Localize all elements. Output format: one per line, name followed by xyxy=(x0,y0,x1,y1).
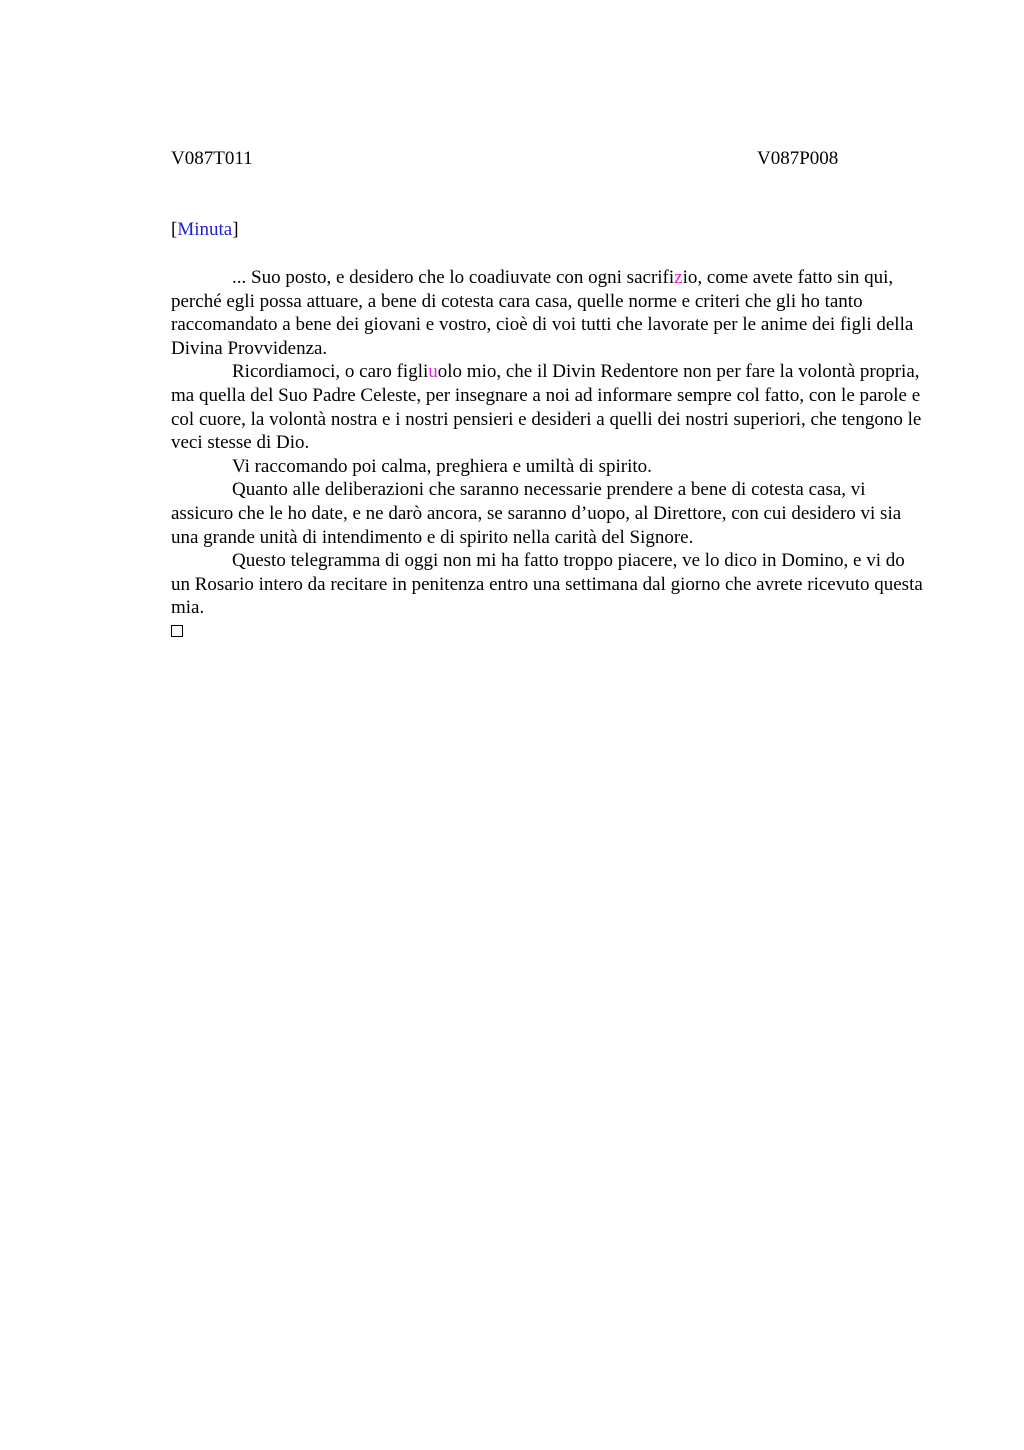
paragraph-1 xyxy=(171,266,925,360)
paragraph-5: Questo telegramma di oggi non mi ha fatto troppo piacere, ve lo dico in Domino, e vi do un Rosario intero da recitare in penitenza entro una settimana dal giorno che avrete ricevuto questa mia. xyxy=(171,550,923,619)
paragraph-4: Quanto alle deliberazioni che saranno necessarie prendere a bene di cotesta casa, vi assicuro che le ho date, e ne darò ancora, se saranno d’uopo, al Direttore, con cui desidero vi sia una grande unità di intendimento e di spirito nella carità del Signore. xyxy=(171,479,902,548)
tag-open-bracket: [ xyxy=(171,219,178,240)
paragraph-2-text-start: Ricordiamoci, o caro figli xyxy=(232,361,429,383)
document-code-left: V087T011 xyxy=(171,148,253,169)
highlighted-letter: u xyxy=(428,361,438,383)
letter-body xyxy=(171,266,925,637)
document-code-right: V087P008 xyxy=(757,148,839,169)
paragraph-1-text-start: ... Suo posto, e desidero che lo coadiuvate con ogni sacrifi xyxy=(232,267,675,288)
tag-close-bracket: ] xyxy=(232,219,239,240)
paragraph-2-text-end: olo mio, che il Divin Redentore non per fare la volontà propria, ma quella del Suo Padre Celeste, per insegnare a noi ad informare sempre col fatto, con le parole e col cuore, la volontà nostra e i nostri pensieri e desideri a quelli dei nostri superiori, che tengono le veci stesse di Dio. xyxy=(171,361,922,454)
tag-word: Minuta xyxy=(177,219,233,240)
paragraph-2 xyxy=(171,360,925,454)
paragraph-3: Vi raccomando poi calma, preghiera e umiltà di spirito. xyxy=(232,455,652,477)
minuta-tag xyxy=(171,218,239,242)
end-of-text-square-icon xyxy=(171,625,183,637)
paragraph-1-text-end: io, come avete fatto sin qui, perché egli possa attuare, a bene di cotesta cara casa, quelle norme e criteri che gli ho tanto raccomandato a bene dei giovani e vostro, cioè di voi tutti che lavorate per le anime dei figli della Divina Provvidenza. xyxy=(171,267,914,359)
highlighted-letter: z xyxy=(674,267,683,288)
